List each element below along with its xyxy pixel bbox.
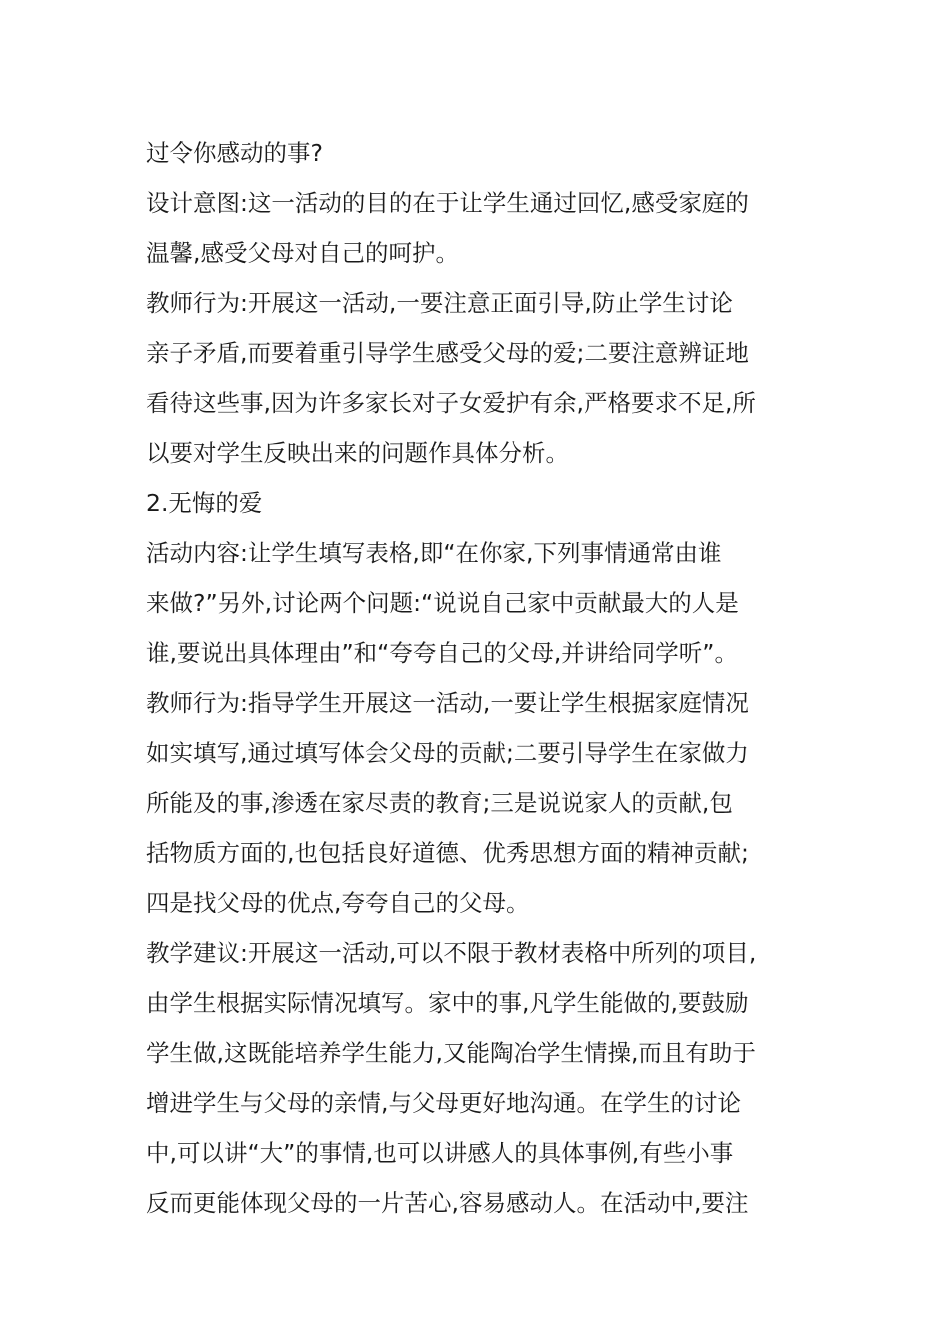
text-line: 由学生根据实际情况填写。家中的事,凡学生能做的,要鼓励 [146,989,749,1017]
section-heading: 2.无悔的爱 [146,489,263,517]
text-line: 来做?”另外,讨论两个问题:“说说自己家中贡献最大的人是 [146,589,739,617]
text-line: 以要对学生反映出来的问题作具体分析。 [146,439,569,467]
text-line: 过令你感动的事? [146,139,323,167]
text-line: 温馨,感受父母对自己的呵护。 [146,239,459,267]
text-line: 学生做,这既能培养学生能力,又能陶冶学生情操,而且有助于 [146,1039,756,1067]
text-line: 括物质方面的,也包括良好道德、优秀思想方面的精神贡献; [146,839,749,867]
text-line: 亲子矛盾,而要着重引导学生感受父母的爱;二要注意辨证地 [146,339,749,367]
text-line: 四是找父母的优点,夸夸自己的父母。 [146,889,530,917]
text-line: 谁,要说出具体理由”和“夸夸自己的父母,并讲给同学听”。 [146,639,738,667]
text-line: 所能及的事,渗透在家尽责的教育;三是说说家人的贡献,包 [146,789,733,817]
text-line: 活动内容:让学生填写表格,即“在你家,下列事情通常由谁 [146,539,722,567]
text-line: 如实填写,通过填写体会父母的贡献;二要引导学生在家做力 [146,739,749,767]
text-line: 看待这些事,因为许多家长对子女爱护有余,严格要求不足,所 [146,389,756,417]
text-line: 增进学生与父母的亲情,与父母更好地沟通。在学生的讨论 [146,1089,741,1117]
text-line: 反而更能体现父母的一片苦心,容易感动人。在活动中,要注 [146,1189,749,1217]
text-line: 中,可以讲“大”的事情,也可以讲感人的具体事例,有些小事 [146,1139,734,1167]
text-line: 设计意图:这一活动的目的在于让学生通过回忆,感受家庭的 [146,189,749,217]
text-line: 教师行为:开展这一活动,一要注意正面引导,防止学生讨论 [146,289,733,317]
text-line: 教师行为:指导学生开展这一活动,一要让学生根据家庭情况 [146,689,749,717]
text-line: 教学建议:开展这一活动,可以不限于教材表格中所列的项目, [146,939,757,967]
body-text [146,128,826,1228]
